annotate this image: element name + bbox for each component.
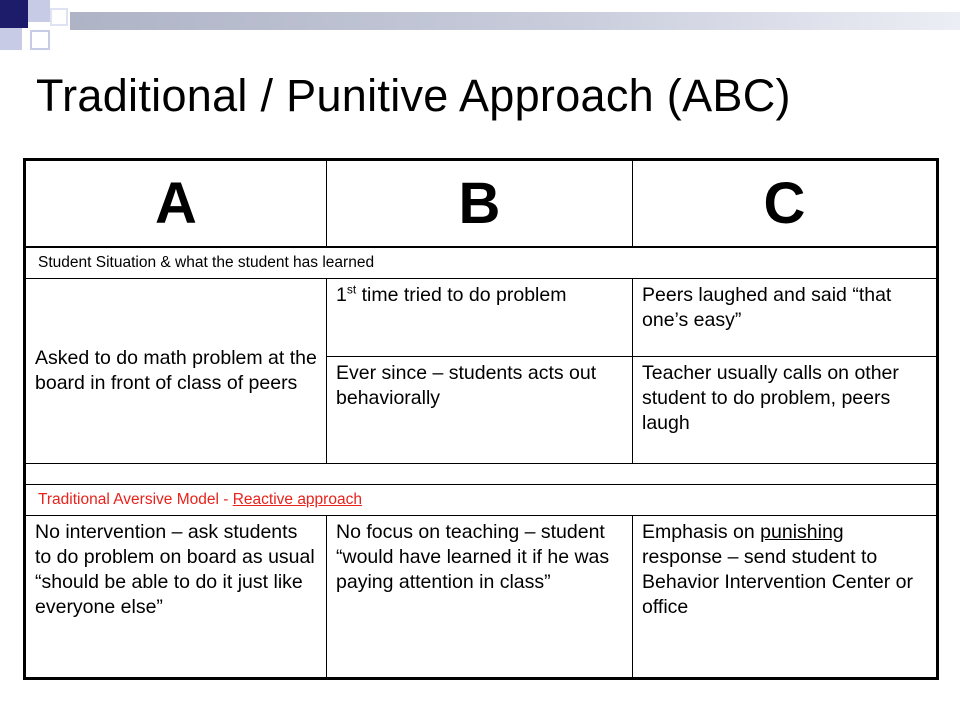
corner-square-outline-small <box>50 8 68 26</box>
response-cell <box>633 516 938 679</box>
corner-square-outline <box>30 30 50 50</box>
response-text-post: response – send student to Behavior Intervention Center or office <box>642 546 913 618</box>
aversive-label: Traditional Aversive Model - <box>38 491 233 508</box>
intervention-cell: No intervention – ask students to do problem on board as usual “should be able to do it just like everyone else” <box>25 516 327 679</box>
antecedent-cell: Asked to do math problem at the board in front of class of peers <box>25 279 327 464</box>
spacer-row <box>25 464 938 485</box>
section-label-aversive <box>25 485 938 516</box>
table-row <box>25 516 938 679</box>
behavior-cell-2: Ever since – students acts out behaviorally <box>327 357 633 464</box>
punishing-word: punishing <box>760 521 844 543</box>
ordinal-suffix: st <box>346 282 357 297</box>
teaching-cell: No focus on teaching – student “would have learned it if he was paying attention in class” <box>327 516 633 679</box>
reactive-approach-label: Reactive approach <box>232 491 362 508</box>
section-label-situation: Student Situation & what the student has learned <box>25 247 938 279</box>
corner-square-light <box>0 28 22 50</box>
slide-title: Traditional / Punitive Approach (ABC) <box>36 70 791 121</box>
header-b: B <box>327 160 633 248</box>
consequence-cell-1: Peers laughed and said “that one’s easy” <box>633 279 938 357</box>
ordinal-number: 1 <box>336 284 347 306</box>
abc-table <box>23 158 939 680</box>
response-text-pre: Emphasis on <box>642 521 761 543</box>
table-row <box>25 279 938 357</box>
behavior-cell-1 <box>327 279 633 357</box>
consequence-cell-2: Teacher usually calls on other student to do problem, peers laugh <box>633 357 938 464</box>
header-c: C <box>633 160 938 248</box>
top-gradient-bar <box>70 12 960 30</box>
spacer-cell <box>25 464 938 485</box>
corner-square-light <box>28 0 50 22</box>
section-row-situation <box>25 247 938 279</box>
corner-square-dark-small <box>14 14 28 28</box>
header-a: A <box>25 160 327 248</box>
behavior-text-1: time tried to do problem <box>356 284 567 306</box>
header-row <box>25 160 938 248</box>
section-row-aversive <box>25 485 938 516</box>
